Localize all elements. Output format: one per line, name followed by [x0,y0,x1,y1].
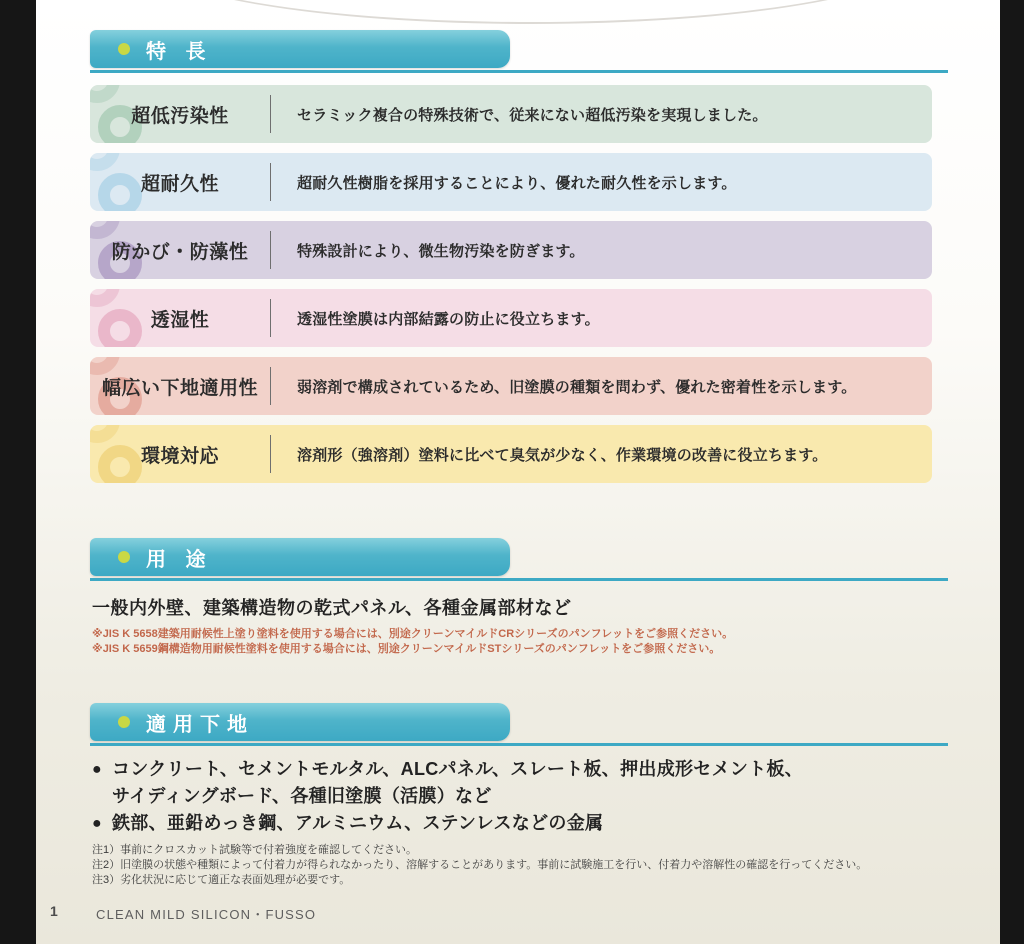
feature-description: 特殊設計により、微生物汚染を防ぎます。 [297,242,585,260]
substrates-section-underline [90,743,948,746]
feature-row-list [90,85,932,493]
feature-row-anti-mold-algae [90,221,932,279]
ring-bullet-icon [118,43,130,55]
feature-description: 透湿性塗膜は内部結露の防止に役立ちます。 [297,310,600,328]
substrates-section-header [90,703,510,741]
feature-description: セラミック複合の特殊技術で、従来にない超低汚染を実現しました。 [297,106,768,124]
substrate-caution-notes [92,843,867,888]
feature-row-environment [90,425,932,483]
feature-row-ultra-low-stain [90,85,932,143]
feature-label: 環境対応 [140,445,219,467]
bullet-dot-icon: ● [92,815,102,832]
feature-label: 透湿性 [150,309,210,331]
substrate-bullet-text: 鉄部、亜鉛めっき鋼、アルミニウム、ステンレスなどの金属 [112,813,604,833]
caution-note-line: 注3）劣化状況に応じて適正な表面処理が必要です。 [92,874,351,886]
feature-label: 超低汚染性 [131,105,229,127]
features-section-title: 特 長 [146,40,213,63]
feature-label: 超耐久性 [140,173,219,195]
feature-label: 幅広い下地適用性 [101,377,258,399]
substrate-bullet-list [92,756,803,837]
feature-row-wide-substrate [90,357,932,415]
uses-section-header [90,538,510,576]
uses-section-title: 用 途 [146,548,213,571]
uses-jis-notes [92,627,733,657]
feature-description: 溶剤形（強溶剤）塗料に比べて臭気が少なく、作業環境の改善に役立ちます。 [297,446,828,464]
feature-label: 防かび・防藻性 [111,241,249,263]
brochure-page [36,0,1000,944]
jis-note-line: ※JIS K 5658建築用耐候性上塗り塗料を使用する場合には、別途クリーンマイルドCRシリーズのパンフレットをご参照ください。 [92,628,734,640]
ring-bullet-icon [118,716,130,728]
features-section-underline [90,70,948,73]
substrate-bullet-text: コンクリート、セメントモルタル、ALCパネル、スレート板、押出成形セメント板、 サイディングボード、各種旧塗膜（活膜）など [112,759,804,806]
page-number: 1 [50,903,58,919]
caution-note-line: 注2）旧塗膜の状態や種類によって付着力が得られなかったり、溶解することがあります。事前に試験施工を行い、付着力や溶解性の確認を行ってください。 [92,859,868,871]
footer-product-name: CLEAN MILD SILICON・FUSSO [96,907,317,922]
jis-note-line: ※JIS K 5659鋼構造物用耐候性塗料を使用する場合には、別途クリーンマイルドSTシリーズのパンフレットをご参照ください。 [92,643,721,655]
uses-body-text: 一般内外壁、建築構造物の乾式パネル、各種金属部材など [92,598,572,618]
substrate-bullet-item [92,756,803,810]
feature-row-ultra-durability [90,153,932,211]
uses-section-underline [90,578,948,581]
features-section-header [90,30,510,68]
substrate-bullet-item [92,810,803,837]
feature-row-moisture-permeability [90,289,932,347]
feature-description: 超耐久性樹脂を採用することにより、優れた耐久性を示します。 [297,174,737,192]
ring-bullet-icon [118,551,130,563]
caution-note-line: 注1）事前にクロスカット試験等で付着強度を確認してください。 [92,844,418,856]
top-arc-decoration [146,0,916,24]
bullet-dot-icon: ● [92,761,102,778]
feature-description: 弱溶剤で構成されているため、旧塗膜の種類を問わず、優れた密着性を示します。 [297,378,857,396]
substrates-section-title: 適用下地 [146,713,254,736]
